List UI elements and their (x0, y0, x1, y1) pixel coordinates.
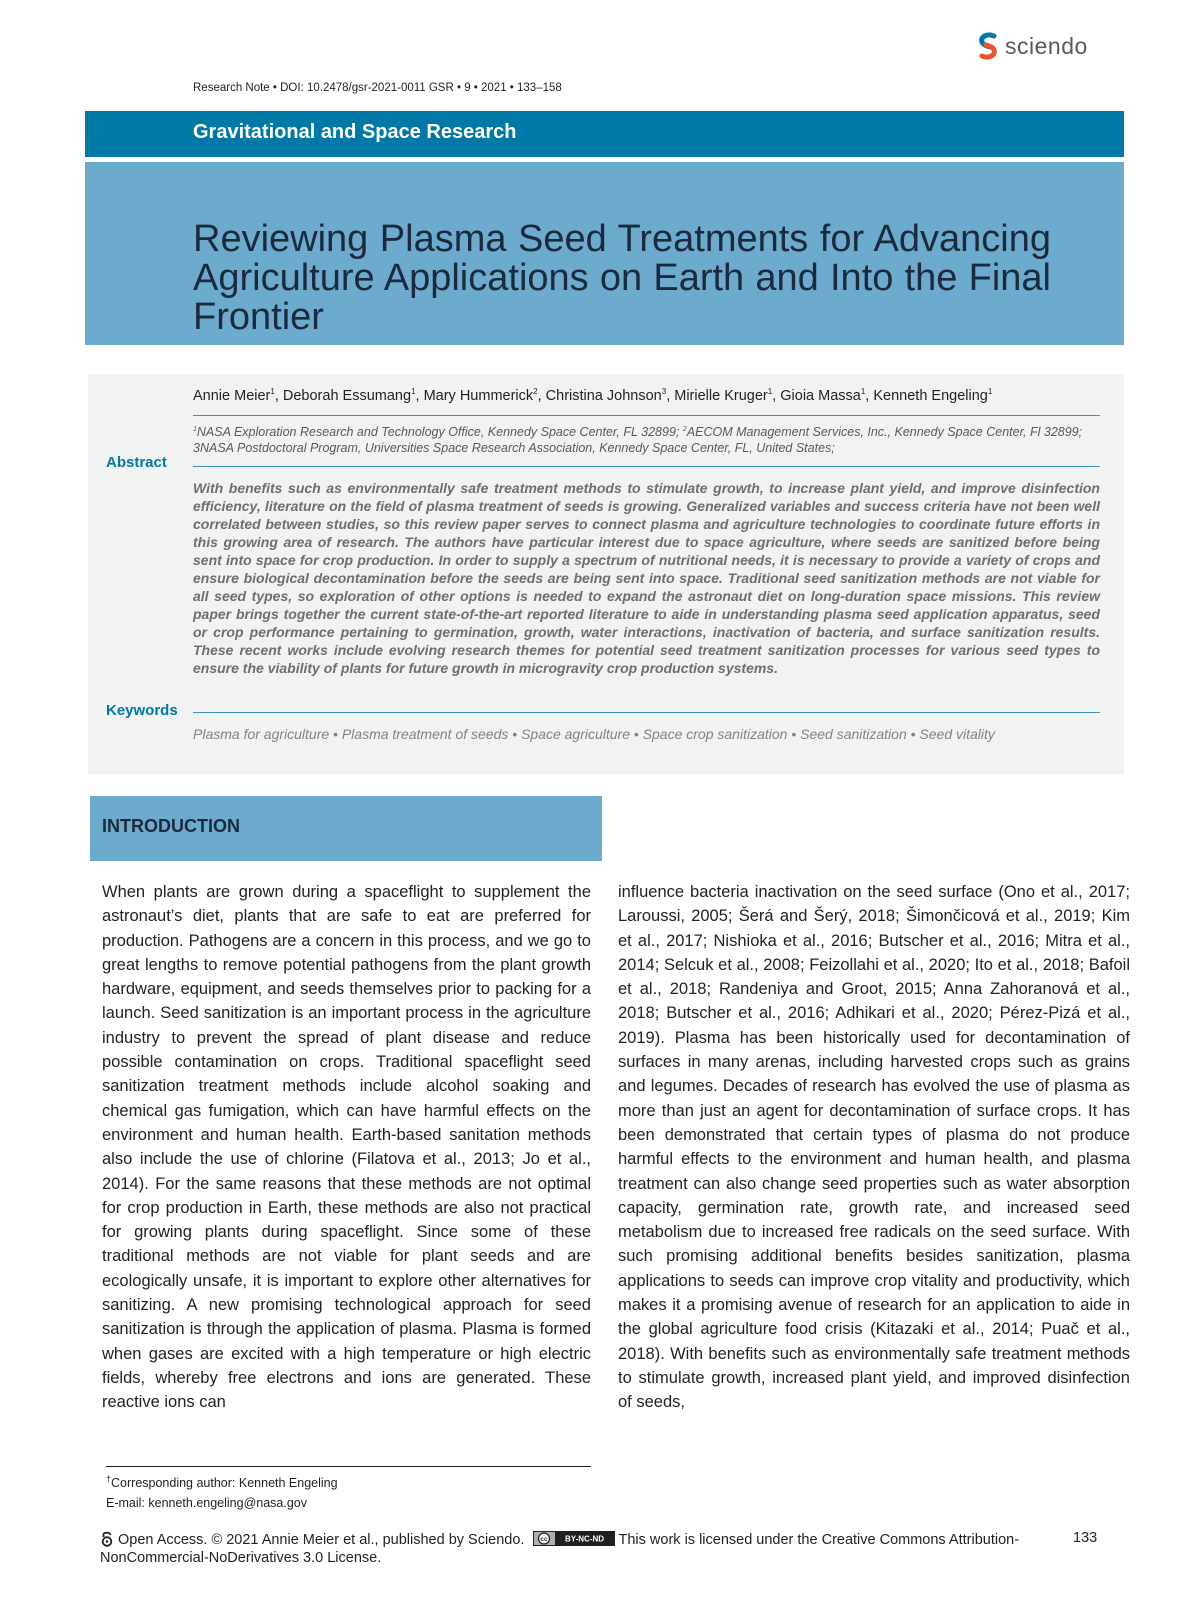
cc-license-badge[interactable] (533, 1531, 615, 1546)
author: Mary Hummerick$^2$, (423, 387, 546, 404)
page-number: 133 (1073, 1530, 1098, 1546)
affiliations: $^1$NASA Exploration Research and Technology Office, Kennedy Space Center, FL 32899; $^2$AECOM Management Services, Inc., Kennedy Space Center, Fl 32899; 3NASA Postdoctoral Program, Universities Space Research Association, Kennedy Space Center, FL, United States; (193, 425, 1083, 456)
journal-title: Gravitational and Space Research (193, 121, 517, 143)
logo-text: sciendo (1005, 32, 1088, 59)
keywords-label: Keywords (106, 702, 178, 719)
open-access-icon (100, 1530, 114, 1547)
footnote-divider (106, 1466, 591, 1467)
author: Annie Meier$^1$, (193, 387, 283, 404)
sciendo-logo-icon (977, 32, 999, 60)
license-footer (100, 1530, 1060, 1567)
author: Christina Johnson$^3$, (545, 387, 675, 404)
corresponding-author: †Corresponding author: Kenneth Engeling (106, 1474, 338, 1491)
svg-text:cc: cc (539, 1536, 548, 1543)
author-list (193, 387, 992, 404)
cc-badge-text: BY-NC-ND (564, 1534, 604, 1544)
author: Deborah Essumang$^1$, (282, 387, 424, 404)
abstract-text: With benefits such as environmentally safe treatment methods to stimulate growth, to increase plant yield, and improve disinfection efficiency, literature on the field of plasma treatment of seeds is growing. Generalized variables and success criteria have not been well correlated between studies, so this review paper serves to connect plasma and agriculture technologies to coordinate future efforts in this growing area of research. The authors have particular interest due to space agriculture, where seeds are sanitized before being sent into space for crop production. In order to supply a spectrum of nutritional needs, it is necessary to provide a variety of crops and ensure biological decontamination before the seeds are being sent into space. Traditional seed sanitization methods are not viable for all seed types, so exploration of other options is needed to expand the astronaut diet on long-duration space missions. This review paper brings together the current state-of-the-art reported literature to aide in understanding plasma seed application apparatus, seed or crop performance pertaining to germination, growth, water interactions, inactivation of bacteria, and surface sanitization results. These recent works include evolving research themes for potential seed treatment sanitization processes for various seed types to ensure the viability of plants for future growth in microgravity crop production systems. (193, 480, 1100, 676)
sciendo-logo (977, 30, 1088, 62)
doi-meta-line: Research Note • DOI: 10.2478/gsr-2021-0011 GSR • 9 • 2021 • 133–158 (193, 82, 562, 94)
divider (193, 712, 1100, 713)
corresponding-email[interactable]: E-mail: kenneth.engeling@nasa.gov (106, 1496, 308, 1510)
divider (193, 415, 1100, 416)
divider (193, 466, 1100, 467)
author: Mirielle Kruger$^1$, (674, 387, 781, 404)
license-prefix: Open Access. © 2021 Annie Meier et al., published by Sciendo. (118, 1532, 525, 1548)
abstract-label: Abstract (106, 454, 167, 471)
author: Kenneth Engeling$^1$ (873, 387, 993, 404)
keywords-text: Plasma for agriculture • Plasma treatment of seeds • Space agriculture • Space crop sanitization • Seed sanitization • Seed vitality (193, 726, 995, 742)
article-title: Reviewing Plasma Seed Treatments for Advancing Agriculture Applications on Earth and Into the Final Frontier (193, 218, 1051, 338)
license-suffix: This work is licensed under the Creative Commons Attribution-NonCommercial-NoDerivatives 3.0 License. (100, 1532, 1020, 1566)
body-column-right: influence bacteria inactivation on the seed surface (Ono et al., 2017; Laroussi, 2005; Šerá and Šerý, 2018; Šimončicová et al., 2019; Kim et al., 2017; Nishioka et al., 2016; Butscher et al., 2016; Mitra et al., 2014; Selcuk et al., 2008; Feizollahi et al., 2020; Ito et al., 2018; Bafoil et al., 2018; Randeniya and Groot, 2015; Anna Zahoranová et al., 2018; Butscher et al., 2016; Adhikari et al., 2020; Pérez-Pizá et al., 2019). Plasma has been historically used for decontamination of surfaces in many arenas, including harvested crops such as grains and legumes. Decades of research has evolved the use of plasma as more than just an agent for decontamination of surface crops. It has been demonstrated that certain types of plasma do not produce harmful effects to the environment and human health, and plasma treatment can also change seed properties such as water absorption capacity, germination rate, growth rate, and increased seed metabolism due to increased free radicals on the seed surface. With such promising additional benefits besides sanitization, plasma applications to seeds can improve crop vitality and productivity, which makes it a promising avenue of research for an application to aide in the global agriculture food crisis (Kitazaki et al., 2014; Puač et al., 2018). With benefits such as environmentally safe treatment methods to stimulate growth, increased plant yield, and improved disinfection of seeds, (618, 883, 1130, 1412)
section-heading: INTRODUCTION (102, 816, 240, 836)
author: Gioia Massa$^1$, (780, 387, 874, 404)
body-column-left: When plants are grown during a spaceflight to supplement the astronaut’s diet, plants that are safe to eat are preferred for production. Pathogens are a concern in this process, and we go to great lengths to remove potential pathogens from the plant growth hardware, equipment, and seeds themselves prior to packing for a launch. Seed sanitization is an important process in the agriculture industry to prevent the spread of plant disease and reduce possible contamination on crops. Traditional spaceflight seed sanitization treatment methods include alcohol soaking and chemical gas fumigation, which can have harmful effects on the environment and human health. Earth-based sanitation methods also include the use of chlorine (Filatova et al., 2013; Jo et al., 2014). For the same reasons that these methods are not optimal for crop production in Earth, these methods are also not practical for growing plants during spaceflight. Since some of these traditional methods are not viable for plant seeds and are ecologically unsafe, it is important to explore other alternatives for sanitizing. A new promising technological approach for seed sanitization is through the application of plasma. Plasma is formed when gases are excited with a high temperature or high electric fields, whereby free electrons and ions are generated. These reactive ions can (102, 883, 591, 1412)
